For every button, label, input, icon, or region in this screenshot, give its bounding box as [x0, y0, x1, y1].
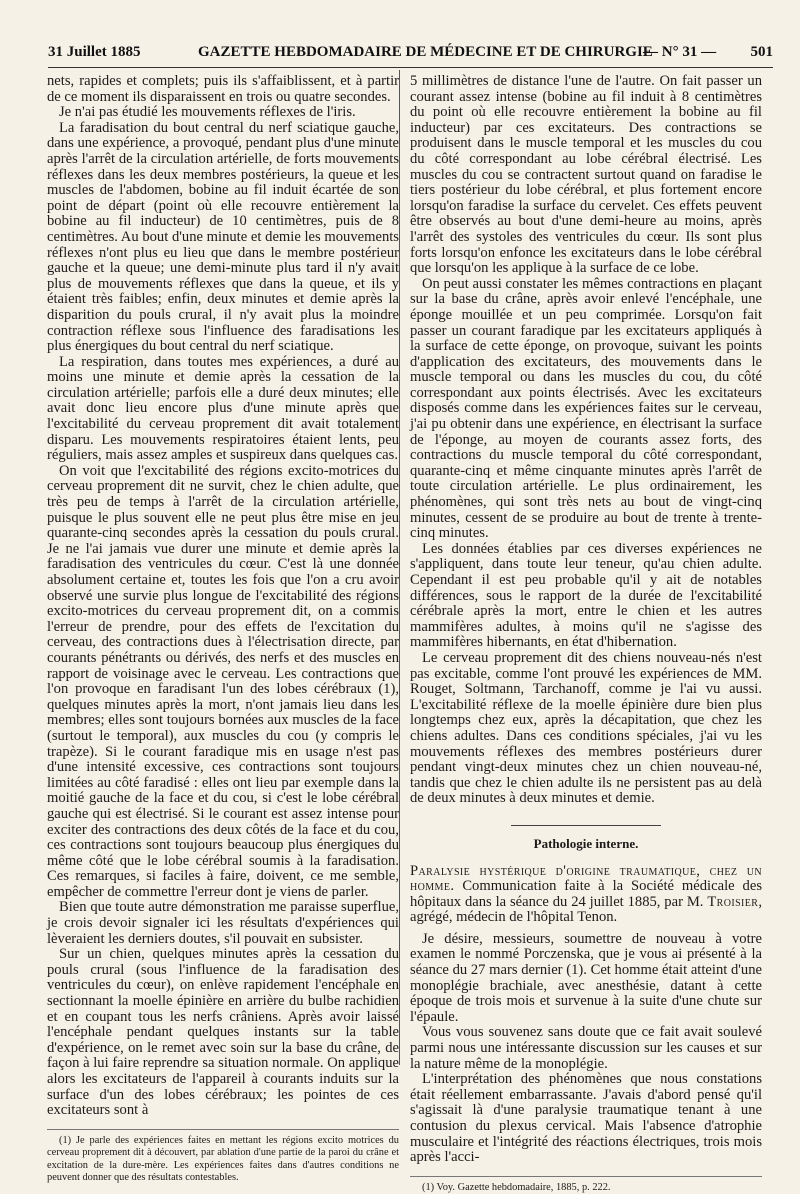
article-heading: [410, 864, 762, 926]
paragraph: Les données établies par ces diverses expériences ne s'appliquent, dans toute leur teneur, qu'au chien adulte. Cependant il est peu probable qu'il y ait de notables différences, sous le rapport de la durée de l'excitabilité cérébrale après la mort, entre le chien et les autres mammifères adultes, à moins qu'il ne s'agisse des mammifères hibernants, en état d'hibernation.: [410, 540, 762, 651]
paragraph: La respiration, dans toutes mes expériences, a duré au moins une minute et demie après la cessation de la circulation artérielle; parfois elle a duré deux minutes; elle avait donc lieu encore plus d'une minute après que l'excitabilité du cerveau proprement dit avait totalement disparu. Les mouvements respiratoires étaient lents, peu réguliers, mais assez amples et suspireux dans quelques cas.: [47, 353, 399, 464]
footnote: (1) Je parle des expériences faites en mettant les régions excito motrices du cerveau proprement dit à découvert, par ablation d'une partie de la paroi du crâne et excitation de la dure-mère. Les expériences faites dans d'autres conditions ne peuvent donner que des résultats contestables.: [47, 1134, 399, 1183]
header-issue-number: — N° 31 —: [643, 44, 717, 60]
header-date: 31 Juillet 1885: [48, 44, 141, 60]
header-page-number: 501: [750, 44, 773, 60]
header-rule: [48, 67, 773, 68]
paragraph: La faradisation du bout central du nerf sciatique gauche, dans une expérience, a provoqué, pendant plus d'une minute après l'arrêt de la circulation artérielle, de forts mouvements réflexes dans les deux membres postérieurs, la queue et les muscles de l'abdomen, bobine au fil induit écartée de son point de départ (point où elle recouvre entièrement la bobine au fil inducteur) de 10 centimètres, puis de 8 centimètres. Au bout d'une minute et demie les mouvements réflexes n'ont plus eu lieu que dans le membre postérieur gauche et la queue; une demi-minute plus tard il n'y avait plus de mouvements réflexes que dans la queue, et ils y étaient très faibles; enfin, deux minutes et demie après la disparition du pouls crural, il n'y avait plus la moindre contraction réflexe sous l'influence des faradisations les plus énergiques du bout central du nerf sciatique.: [47, 119, 399, 355]
paragraph: On voit que l'excitabilité des régions excito-motrices du cerveau proprement dit ne survit, chez le chien adulte, que très peu de temps à l'arrêt de la circulation artérielle, puisque le plus souvent elle ne peut plus être mise en jeu quarante-cinq secondes après la cessation du pouls crural. Je ne l'ai jamais vue durer une minute et demie après la faradisation des ventricules du cœur. C'est là une donnée absolument certaine et, toutes les fois que l'on a cru avoir observé une survie plus longue de l'excitabilité des régions excito-motrices du cerveau proprement dit, on a commis l'erreur de prendre, pour des effets de l'excitation du cerveau, des contractions dues à l'électrisation directe, par courants pénétrants ou dérivés, des nerfs et des muscles en rapport de voisinage avec le cerveau. Les contractions que l'on provoque en faradisant l'un des lobes cérébraux (1), quelques minutes après la mort, n'ont jamais lieu dans les membres; elles sont toujours bornées aux muscles de la face (surtout le temporal), aux muscles du cou (y compris le trapèze). Si le courant faradique mis en usage n'est pas d'une intensité excessive, ces contractions sont toujours limitées au côté faradisé : elles ont lieu par exemple dans la moitié gauche de la face et du cou, si c'est le lobe cérébral gauche qui est électrisé. Si le courant est assez intense pour exciter des contractions des deux côtés de la face et du cou, ces contractions sont toujours beaucoup plus énergiques du même côté que le lobe cérébral soumis à la faradisation. Ces remarques, si faciles à faire, doivent, ce me semble, empêcher de commettre l'erreur dont je viens de parler.: [47, 462, 399, 900]
footnote: (1) Voy. Gazette hebdomadaire, 1885, p. 222.: [422, 1181, 611, 1193]
left-column: [47, 73, 399, 1183]
paragraph: nets, rapides et complets; puis ils s'affaiblissent, et à partir de ce moment ils disparaissent en trois ou quatre secondes.: [47, 73, 399, 105]
paragraph: Sur un chien, quelques minutes après la cessation du pouls crural (sous l'influence de la faradisation des ventricules du cœur), on enlève rapidement l'encéphale en sectionnant la moelle épinière en arrière du bulbe rachidien et en coupant tous les nerfs crâniens. Après avoir laissé l'encéphale pendant quelques instants sur la table d'expérience, on le remet avec soin sur la base du crâne, de façon à lui faire reprendre sa situation normale. On applique alors les excitateurs de l'appareil à courants induits sur la surface d'un des lobes cérébraux; les pointes de ces excitateurs sont à: [47, 946, 399, 1119]
header-journal-title: GAZETTE HEBDOMADAIRE DE MÉDECINE ET DE CHIRURGIE: [198, 44, 653, 60]
column-divider: [399, 70, 400, 1065]
paragraph: 5 millimètres de distance l'une de l'autre. On fait passer un courant assez intense (bobine au fil induit à 8 centimètres du point où elle recouvre entièrement la bobine au fil inducteur) par ces excitateurs. Des contractions se produisent dans le muscle temporal et les muscles du cou du côté correspondant au lobe cérébral électrisé. Les muscles du cou se contractent surtout quand on faradise le tiers postérieur du lobe cérébral, et plus fortement encore lorsqu'on faradise la surface du cervelet. Ces effets peuvent être observés au bout d'une demi-heure au moins, après l'arrêt des systoles des ventricules du cœur. Ils sont plus forts lorsqu'on enfonce les excitateurs dans le lobe cérébral que lorsqu'on les applique à la surface de ce lobe.: [410, 73, 762, 277]
right-column: [410, 73, 762, 1193]
article-title: Paralysie hystérique d'origine traumatique, chez un homme.: [410, 862, 762, 895]
article-author: Troisier: [707, 893, 759, 910]
paragraph: On peut aussi constater les mêmes contractions en plaçant sur la base du crâne, après avoir enlevé l'encéphale, une éponge mouillée et un peu comprimée. Lorsqu'on fait passer un courant faradique par les excitateurs appliqués à la surface de cette éponge, on provoque, suivant les points d'application des excitateurs, des mouvements dans le muscle temporal ou dans les muscles du cou, du côté correspondant aux points électrisés. Avec les excitateurs disposés comme dans les expériences faites sur le cerveau, j'ai pu obtenir dans une expérience, en électrisant la surface de l'éponge, au moyen de courants assez forts, des contractions du muscle temporal du côté correspondant, quarante-cinq et même cinquante minutes après l'arrêt de toute circulation artérielle. Le plus ordinairement, les phénomènes, qui sont très nets au bout de vingt-cinq minutes, cessent de se produire au bout de trente à trente-cinq minutes.: [410, 275, 762, 542]
footnote-rule: [410, 1176, 762, 1177]
running-header: [48, 44, 773, 64]
paragraph: Vous vous souvenez sans doute que ce fait avait soulevé parmi nous une intéressante discussion sur les causes et sur la nature même de la monoplégie.: [410, 1024, 762, 1072]
article-author-details: , agrégé, médecin de l'hôpital Tenon.: [410, 893, 762, 926]
paragraph: Je n'ai pas étudié les mouvements réflexes de l'iris.: [59, 104, 356, 121]
section-rule: [511, 825, 661, 826]
article-subtitle: Communication faite à la Société médicale des hôpitaux dans la séance du 24 juillet 1885, par M.: [410, 878, 762, 910]
paragraph: Le cerveau proprement dit des chiens nouveau-nés n'est pas excitable, comme l'ont prouvé les expériences de MM. Rouget, Soltmann, Tarchanoff, comme je l'ai vu aussi. L'excitabilité réflexe de la moelle épinière dure bien plus longtemps chez eux, après la décapitation, que chez les chiens adultes. Dans ces conditions spéciales, j'ai vu les mouvements réflexes des membres postérieurs durer pendant vingt-deux minutes chez un chien nouveau-né, tandis que chez le chien adulte ils ne persistent pas au delà de deux minutes à deux minutes et demie.: [410, 649, 762, 807]
paragraph: L'interprétation des phénomènes que nous constations était réellement embarrassante. J'avais d'abord pensé qu'il s'agissait là d'une paralysie traumatique tenant à une contusion du plexus cervical. Mais l'absence d'atrophie musculaire et l'intégrité des réactions électriques, trois mois après l'acci-: [410, 1071, 762, 1166]
footnote-rule: [47, 1129, 399, 1130]
paragraph: Je désire, messieurs, soumettre de nouveau à votre examen le nommé Porczenska, que je vous ai présenté à la séance du 27 mars dernier (1). Cet homme était atteint d'une monoplégie brachiale, avec anesthésie, datant à cette époque de trois mois et survenue à la suite d'une chute sur l'épaule.: [410, 930, 762, 1025]
section-title: Pathologie interne.: [533, 835, 639, 851]
paragraph: Bien que toute autre démonstration me paraisse superflue, je crois devoir signaler ici les résultats d'expériences qui lèveraient les derniers doutes, s'il pouvait en subsister.: [47, 899, 399, 947]
